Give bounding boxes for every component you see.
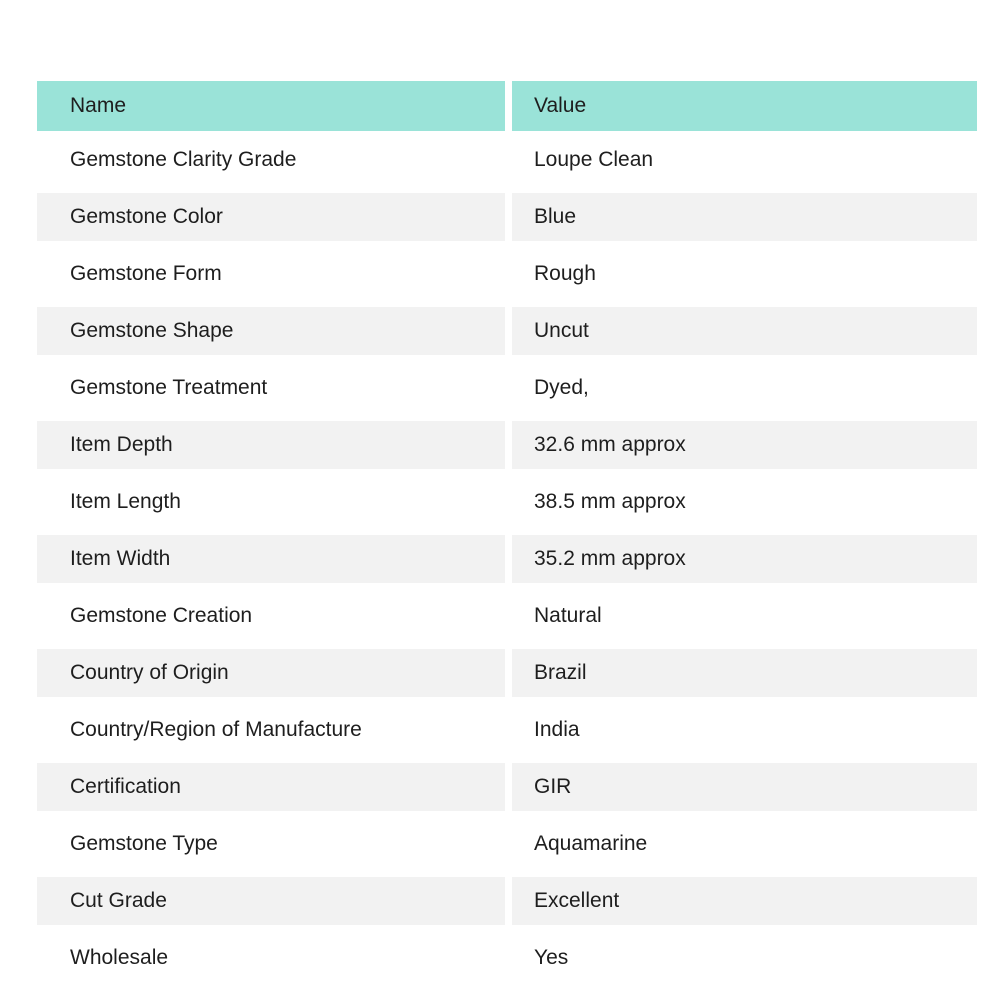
spec-value: India: [505, 706, 977, 754]
spec-value: 35.2 mm approx: [505, 535, 977, 583]
table-row-band: [37, 193, 977, 241]
table-row: [37, 188, 977, 245]
spec-name: Gemstone Type: [70, 832, 218, 856]
table-row-band: [37, 421, 977, 469]
table-header-row: [37, 81, 977, 131]
spec-value: Yes: [505, 934, 977, 982]
spec-value: Loupe Clean: [505, 136, 977, 184]
spec-value: Rough: [505, 250, 977, 298]
table-row-band: [37, 877, 977, 925]
item-specifics-table: [37, 81, 977, 986]
table-row-band: [37, 478, 977, 526]
table-row-band: [37, 136, 977, 184]
table-row: [37, 302, 977, 359]
spec-name: Country/Region of Manufacture: [70, 718, 362, 742]
spec-value: Uncut: [505, 307, 977, 355]
spec-name: Gemstone Form: [70, 262, 222, 286]
spec-name: Gemstone Treatment: [70, 376, 268, 400]
table-row-band: [37, 763, 977, 811]
table-row-band: [37, 364, 977, 412]
spec-name: Gemstone Creation: [70, 604, 253, 628]
spec-value: GIR: [505, 763, 977, 811]
table-row: [37, 131, 977, 188]
spec-value: Blue: [505, 193, 977, 241]
table-row: [37, 872, 977, 929]
table-row: [37, 701, 977, 758]
column-header-name: Name: [70, 94, 127, 118]
table-row: [37, 815, 977, 872]
table-row-band: [37, 307, 977, 355]
table-row: [37, 530, 977, 587]
spec-name: Wholesale: [70, 946, 169, 970]
table-row-band: [37, 820, 977, 868]
table-row: [37, 587, 977, 644]
spec-name: Gemstone Clarity Grade: [70, 148, 297, 172]
spec-value: 32.6 mm approx: [505, 421, 977, 469]
table-row-band: [37, 535, 977, 583]
table-row: [37, 473, 977, 530]
table-row: [37, 929, 977, 986]
table-row-band: [37, 250, 977, 298]
spec-value: Aquamarine: [505, 820, 977, 868]
spec-name: Item Width: [70, 547, 171, 571]
spec-name: Cut Grade: [70, 889, 167, 913]
spec-value: Dyed,: [505, 364, 977, 412]
table-row-band: [37, 592, 977, 640]
table-row: [37, 359, 977, 416]
spec-name: Country of Origin: [70, 661, 229, 685]
spec-name: Item Depth: [70, 433, 173, 457]
table-body: [37, 131, 977, 986]
table-row: [37, 245, 977, 302]
table-row-band: [37, 934, 977, 982]
spec-name: Item Length: [70, 490, 181, 514]
table-row-band: [37, 649, 977, 697]
table-row: [37, 758, 977, 815]
spec-value: Excellent: [505, 877, 977, 925]
spec-value: Natural: [505, 592, 977, 640]
table-row-band: [37, 706, 977, 754]
spec-value: Brazil: [505, 649, 977, 697]
spec-value: 38.5 mm approx: [505, 478, 977, 526]
table-row: [37, 416, 977, 473]
column-header-value: Value: [505, 81, 977, 131]
spec-name: Gemstone Shape: [70, 319, 234, 343]
spec-name: Gemstone Color: [70, 205, 223, 229]
spec-name: Certification: [70, 775, 181, 799]
table-row: [37, 644, 977, 701]
